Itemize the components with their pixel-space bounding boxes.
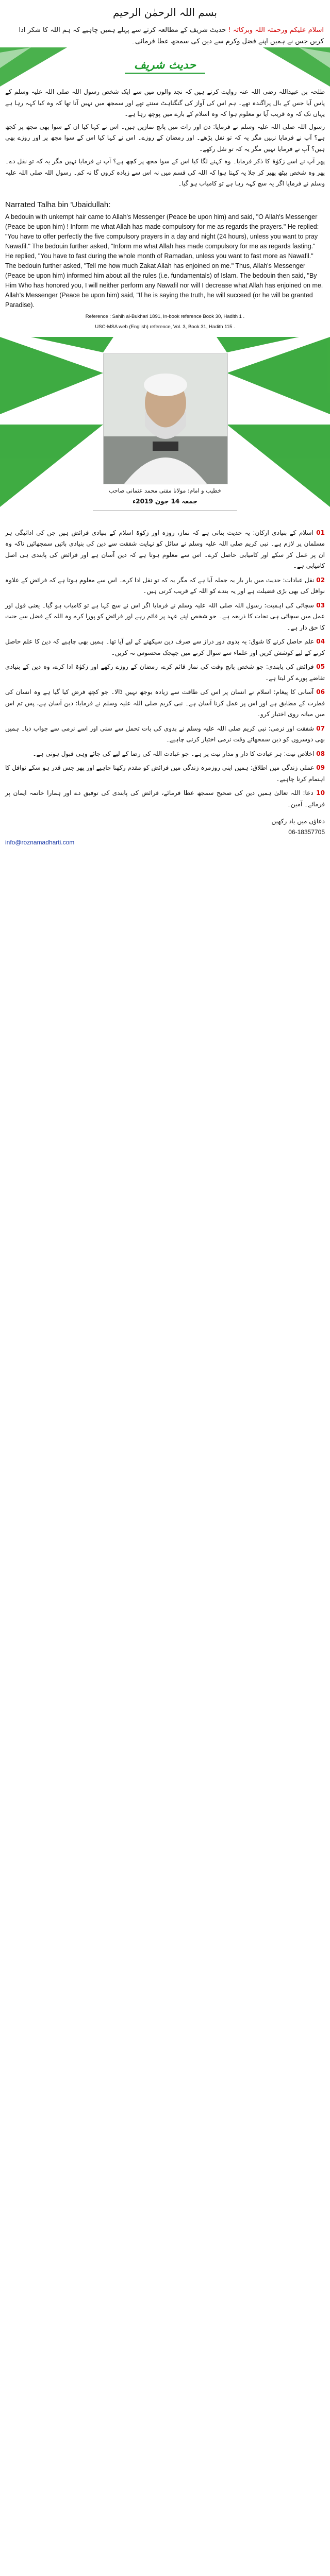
item-number: 01 (316, 529, 325, 536)
greeting-block (0, 24, 330, 47)
photo-caption-name: خطیب و امام: مولانا مفتی محمد عثمانی صاحب (109, 487, 221, 494)
email-link[interactable]: info@roznamadharti.com (5, 839, 75, 846)
item-number: 03 (316, 601, 325, 609)
item-text: دعا: اللہ تعالیٰ ہمیں دین کی صحیح سمجھ عطا فرمائے، فرائض کی پابندی کی توفیق دے اور ہمارا خاتمہ ایمان پر فرمائے۔ آمین۔ (5, 789, 325, 808)
item-text: فرائض کی پابندی: جو شخص پانچ وقت کی نماز قائم کرے، رمضان کے روزے رکھے اور زکوٰۃ ادا کرے، وہ دین کے بنیادی تقاضے پورے کر لیتا ہے۔ (5, 663, 325, 682)
urdu-paragraph: طلحہ بن عبیداللہ رضی اللہ عنہ روایت کرتے ہیں کہ نجد والوں میں سے ایک شخص رسول اللہ صلی اللہ علیہ وسلم کے پاس آیا جس کے بال پراگندہ تھے۔ ہم اس کی آواز کی گنگناہٹ سنتے تھے اور سمجھ میں نہیں آتا تھا کہ وہ کیا کہہ رہا ہے یہاں تک کہ وہ قریب آیا تو معلوم ہوا کہ وہ اسلام کے بارے میں پوچھ رہا ہے۔ (5, 88, 325, 117)
commentary-item (5, 788, 325, 810)
item-number: 10 (316, 789, 325, 796)
salutation: اسلام علیکم ورحمتہ اللہ وبرکاتہ ! (228, 26, 324, 34)
speaker-portrait-image (104, 354, 227, 484)
item-number: 04 (316, 638, 325, 645)
signoff-line: دعاؤں میں یاد رکھیں (271, 818, 325, 825)
hadith-heading: حدیث شریف (125, 59, 205, 74)
commentary-item (5, 636, 325, 658)
signoff (0, 813, 330, 838)
item-number: 06 (316, 688, 325, 696)
commentary-item (5, 749, 325, 760)
phone-number: 06-18357705 (288, 828, 325, 836)
english-title: Narrated Talha bin 'Ubaidullah: (5, 200, 111, 209)
commentary-item (5, 528, 325, 572)
commentary-sections (0, 528, 330, 810)
hadith-banner (0, 47, 330, 87)
item-text: نفل عبادات: حدیث میں بار بار یہ جملہ آیا ہے کہ مگر یہ کہ تو نفل ادا کرے۔ اس سے معلوم ہوتا ہے کہ فرائض کے علاوہ نوافل کی بھی بڑی فضیلت ہے اور یہ بندے کو اللہ کے قریب کرتی ہیں۔ (5, 576, 325, 595)
photo-caption-date: جمعہ 14 جون 2019ء (133, 497, 197, 505)
item-number: 02 (316, 576, 325, 584)
item-number: 05 (316, 663, 325, 670)
commentary-item (5, 723, 325, 745)
green-rays-decoration (0, 47, 330, 87)
item-text: شفقت اور نرمی: نبی کریم صلی اللہ علیہ وسلم نے بدوی کی بات تحمل سے سنی اور اسے نرمی سے جواب دیا۔ ہمیں بھی دوسروں کو دین سمجھاتے وقت نرمی اختیار کرنی چاہیے۔ (5, 724, 325, 743)
item-text: اسلام کے بنیادی ارکان: یہ حدیث بتاتی ہے کہ نماز، روزہ اور زکوٰۃ اسلام کے بنیادی فرائض ہیں جن کی ادائیگی ہر مسلمان پر لازم ہے۔ نبی کریم صلی اللہ علیہ وسلم نے سائل کو نہایت شفقت سے دین کی بنیادی باتیں سمجھائیں تاکہ وہ ان پر عمل کر سکے اور کامیابی حاصل کرے۔ اس سے معلوم ہوتا ہے کہ دین آسان ہے اور فرائض کی پابندی ہی اصل کامیابی ہے۔ (5, 529, 325, 569)
item-number: 09 (316, 764, 325, 771)
reference-2: USC-MSA web (English) reference, Vol. 3, Book 31, Hadith 115 . (95, 324, 235, 330)
item-text: آسانی کا پیغام: اسلام نے انسان پر اس کی طاقت سے زیادہ بوجھ نہیں ڈالا۔ جو کچھ فرض کیا گیا ہے وہ انسان کی فطرت کے مطابق ہے اور اس پر عمل کرنا آسان ہے۔ نبی کریم صلی اللہ علیہ وسلم نے فرمایا: دین آسان ہے، پس تم اس میں میانہ روی اختیار کرو۔ (5, 688, 325, 718)
item-number: 08 (316, 750, 325, 757)
item-text: اخلاص نیت: ہر عبادت کا دار و مدار نیت پر ہے۔ جو عبادت اللہ کی رضا کے لیے کی جائے وہی قبول ہوتی ہے۔ (32, 750, 315, 757)
english-body: A bedouin with unkempt hair came to Allah's Messenger (Peace be upon him) and said, "O Allah's Messenger (Peace be upon him) ! Inform me what Allah has made compulsory for me as regards the prayers." He replied: "You have to offer perfectly the five compulsory prayers in a day and night (24 hours), unless you want to pray Nawafil." The bedouin further asked, "Inform me what Allah has made compulsory for me as regards fasting." He replied, "You have to fast during the whole month of Ramadan, unless you want to fast more as Nawafil." The bedouin further asked, "Tell me how much Zakat Allah has enjoined on me." Thus, Allah's Messenger (Peace be upon him) informed him about all the rules (i.e. fundamentals) of Islam. The bedouin then said, "By Him Who has honored you, I will neither perform any Nawafil nor will I decrease what Allah has enjoined on me. Allah's Messenger (Peace be upon him) said, "If he is saying the truth, he will succeed (or he will be granted Paradise). (5, 213, 323, 309)
urdu-intro (0, 87, 330, 190)
urdu-paragraph: پھر آپ نے اسے زکوٰۃ کا ذکر فرمایا۔ وہ کہنے لگا کیا اس کے سوا مجھ پر کچھ ہے؟ آپ نے فرمایا نہیں مگر یہ کہ تو نفل دے۔ پھر وہ شخص پیٹھ پھیر کر چلا یہ کہتا ہوا کہ اللہ کی قسم میں نہ اس سے زیادہ کروں گا نہ کم۔ رسول اللہ صلی اللہ علیہ وسلم نے فرمایا اگر یہ سچ کہہ رہا ہے تو کامیاب ہو گیا۔ (5, 158, 325, 187)
item-text: سچائی کی اہمیت: رسول اللہ صلی اللہ علیہ وسلم نے فرمایا اگر اس نے سچ کہا ہے تو کامیاب ہو گیا۔ یعنی قول اور عمل میں سچائی ہی نجات کا ذریعہ ہے۔ جو شخص اپنے عہد پر قائم رہے اور فرائض کو پورا کرے وہ اللہ کے فضل سے جنت کا حق دار ہے۔ (5, 601, 325, 631)
item-text: علم حاصل کرنے کا شوق: یہ بدوی دور دراز سے صرف دین سیکھنے کے لیے آیا تھا۔ ہمیں بھی چاہیے کہ دین کا علم حاصل کرنے کے لیے کوشش کریں اور علماء سے سوال کرنے میں جھجک محسوس نہ کریں۔ (5, 638, 325, 656)
greeting-text: حدیث شریف کے مطالعہ کرنے سے پہلے ہمیں چاہیے کہ ہم اللہ کا شکر ادا کریں جس نے ہمیں اپنے فضل وکرم سے دین کی سمجھ عطا فرمائی۔ (19, 26, 324, 45)
item-number: 07 (316, 724, 325, 732)
urdu-paragraph: رسول اللہ صلی اللہ علیہ وسلم نے فرمایا: دن اور رات میں پانچ نمازیں ہیں۔ اس نے کہا کیا ان کے سوا بھی مجھ پر کچھ ہے؟ آپ نے فرمایا نہیں مگر یہ کہ تو نفل پڑھے۔ اور رمضان کے روزے۔ اس نے کہا کیا اس کے سوا مجھ پر اور روزے بھی ہیں؟ آپ نے فرمایا نہیں مگر یہ کہ تو نفل رکھے۔ (5, 123, 325, 152)
reference-1: Reference : Sahih al-Bukhari 1891, In-book reference Book 30, Hadith 1 . (85, 313, 245, 319)
commentary-item (5, 575, 325, 597)
speaker-photo (103, 353, 228, 484)
commentary-item (5, 762, 325, 785)
photo-band (0, 337, 330, 528)
commentary-item (5, 662, 325, 684)
commentary-item (5, 687, 325, 720)
basmala-heading: بسم اللہ الرحمٰن الرحیم (112, 6, 217, 19)
commentary-item (5, 600, 325, 634)
item-text: عملی زندگی میں اطلاق: ہمیں اپنی روزمرہ زندگی میں فرائض کو مقدم رکھنا چاہیے اور پھر جس قدر ہو سکے نوافل کا اہتمام کرنا چاہیے۔ (5, 764, 325, 783)
